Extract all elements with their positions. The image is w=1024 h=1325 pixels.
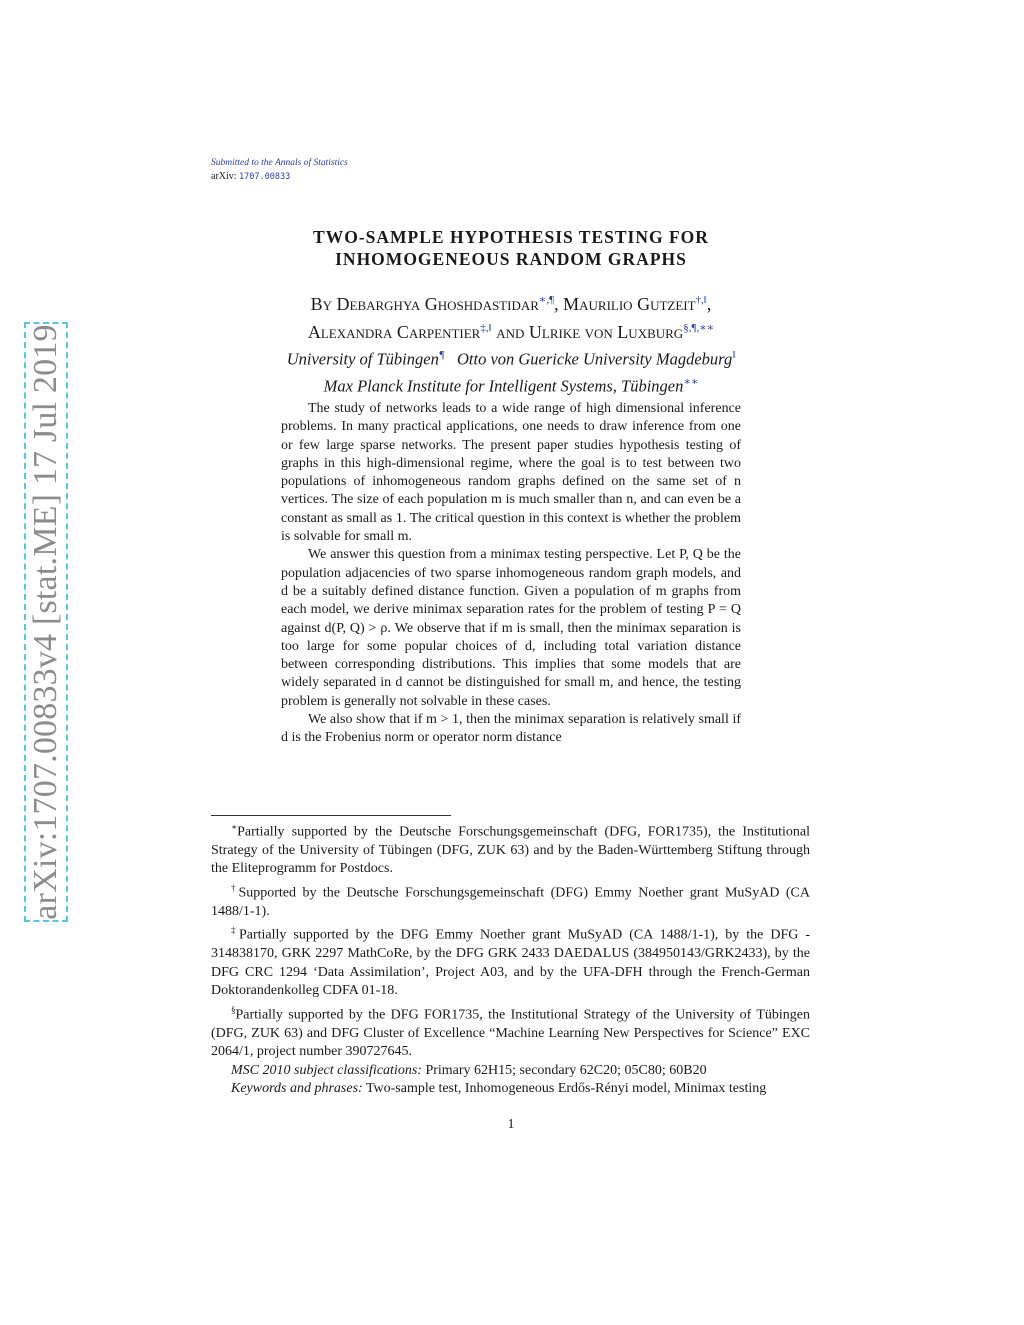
msc-classification <box>211 1062 810 1080</box>
author-4: Ulrike von Luxburg <box>528 322 684 342</box>
arxiv-stamp-text: arXiv:1707.00833v4 [stat.ME] 17 Jul 2019 <box>27 324 64 920</box>
affiliation-line-2 <box>211 371 811 398</box>
affiliation-1: University of Tübingen <box>286 349 439 369</box>
affiliation-3: Max Planck Institute for Intelligent Systems, Tübingen <box>323 376 684 395</box>
arxiv-prefix: arXiv: <box>211 171 240 182</box>
affiliation-2-mark: ‖ <box>732 349 736 361</box>
title-line-1: TWO-SAMPLE HYPOTHESIS TESTING FOR <box>313 227 709 247</box>
footnote-2-mark: † <box>231 882 239 893</box>
author-3: Alexandra Carpentier <box>307 322 481 342</box>
keywords-label: Keywords and phrases: <box>231 1080 363 1096</box>
and-label: and <box>491 322 529 342</box>
author-1-marks[interactable]: ∗,¶ <box>538 294 555 306</box>
affiliations <box>211 344 811 397</box>
affiliation-1-mark: ¶ <box>438 349 445 361</box>
author-line-2 <box>211 316 811 344</box>
affiliation-line-1 <box>211 344 811 371</box>
footnotes <box>211 818 810 1098</box>
arxiv-line <box>211 170 348 184</box>
footnote-4 <box>211 1001 810 1062</box>
msc-label: MSC 2010 subject classifications: <box>231 1062 422 1078</box>
footnote-3-mark: ‡ <box>231 925 239 936</box>
abstract-paragraph-3: We also show that if m > 1, then the minimax separation is relatively small if d is the Frobenius norm or operator norm distance <box>281 712 741 746</box>
abstract-paragraph-1: The study of networks leads to a wide range of high dimensional inference problems. In many practical applications, one needs to draw inference from one or few large sparse networks. The present paper studies hypothesis testing of graphs in this high-dimensional regime, where the goal is to test between two populations of inhomogeneous random graphs defined on the same set of n vertices. The size of each population m is much smaller than n, and can even be a constant as small as 1. The critical question in this context is whether the problem is solvable for small m. <box>281 401 741 545</box>
footnote-rule <box>211 815 451 816</box>
affiliation-3-mark: ∗∗ <box>683 375 699 388</box>
author-4-marks[interactable]: §,¶,∗∗ <box>683 322 715 334</box>
footnote-4-text: Partially supported by the DFG FOR1735, the Institutional Strategy of the University of Tübingen (DFG, ZUK 63) and DFG Cluster of Excellence “Machine Learning New Perspectives for Science” EXC 2064/1, project number 390727645. <box>211 1007 810 1060</box>
arxiv-side-stamp[interactable] <box>24 322 68 922</box>
journal-line: Submitted to the Annals of Statistics <box>211 158 348 168</box>
abstract <box>281 400 741 748</box>
footnote-1 <box>211 818 810 879</box>
footnote-2 <box>211 879 810 921</box>
by-label: By <box>310 294 337 314</box>
footnote-1-text: Partially supported by the Deutsche Forschungsgemeinschaft (DFG, FOR1735), the Institutional Strategy of the University of Tübingen (DFG, ZUK 63) and by the Baden-Württemberg Stiftung through the Eliteprogramm for Postdocs. <box>211 824 810 877</box>
msc-value: Primary 62H15; secondary 62C20; 05C80; 60B20 <box>421 1062 707 1078</box>
footnote-3 <box>211 921 810 1000</box>
author-3-marks[interactable]: ‡,‖ <box>480 322 492 334</box>
footnote-1-mark: ∗ <box>231 822 238 832</box>
footnote-3-text: Partially supported by the DFG Emmy Noether grant MuSyAD (CA 1488/1-1), by the DFG - 314838170, GRK 2297 MathCoRe, by the DFG GRK 2433 DAEDALUS (384950143/GRK2433), by the DFG CRC 1294 ‘Data Assimilation’, Project A03, and by the UFA-DFH through the French-German Doktorandenkolleg CDFA 01-18. <box>211 928 810 999</box>
keywords-value: Two-sample test, Inhomogeneous Erdős-Rényi model, Minimax testing <box>362 1080 767 1096</box>
author-list <box>211 288 811 344</box>
author-sep-2: , <box>706 294 712 314</box>
author-2-marks[interactable]: †,‖ <box>695 294 707 306</box>
page-number: 1 <box>507 1117 515 1132</box>
affiliation-2: Otto von Guericke University Magdeburg <box>456 349 733 369</box>
author-sep-1: , <box>554 294 564 314</box>
arxiv-id-link[interactable]: 1707.00833 <box>239 172 291 182</box>
author-line-1 <box>211 288 811 316</box>
author-2: Maurilio Gutzeit <box>563 294 696 314</box>
paper-title <box>211 226 811 270</box>
abstract-paragraph-2: We answer this question from a minimax testing perspective. Let P, Q be the population adjacencies of two sparse inhomogeneous random graph models, and d be a suitably defined distance function. Given a population of m graphs from each model, we derive minimax separation rates for the problem of testing P = Q against d(P, Q) > ρ. We observe that if m is small, then the minimax separation is too large for some popular choices of d, including total variation distance between corresponding distributions. This implies that some models that are widely separated in d cannot be distinguished for small m, and hence, the testing problem is generally not solvable in these cases. <box>281 547 741 709</box>
title-line-2: INHOMOGENEOUS RANDOM GRAPHS <box>335 249 687 269</box>
footnote-4-mark: § <box>231 1004 236 1015</box>
header-block <box>211 157 348 184</box>
author-1: Debarghya Ghoshdastidar <box>336 294 539 314</box>
keywords <box>211 1080 810 1098</box>
footnote-2-text: Supported by the Deutsche Forschungsgemeinschaft (DFG) Emmy Noether grant MuSyAD (CA 1488/1-1). <box>211 885 810 919</box>
